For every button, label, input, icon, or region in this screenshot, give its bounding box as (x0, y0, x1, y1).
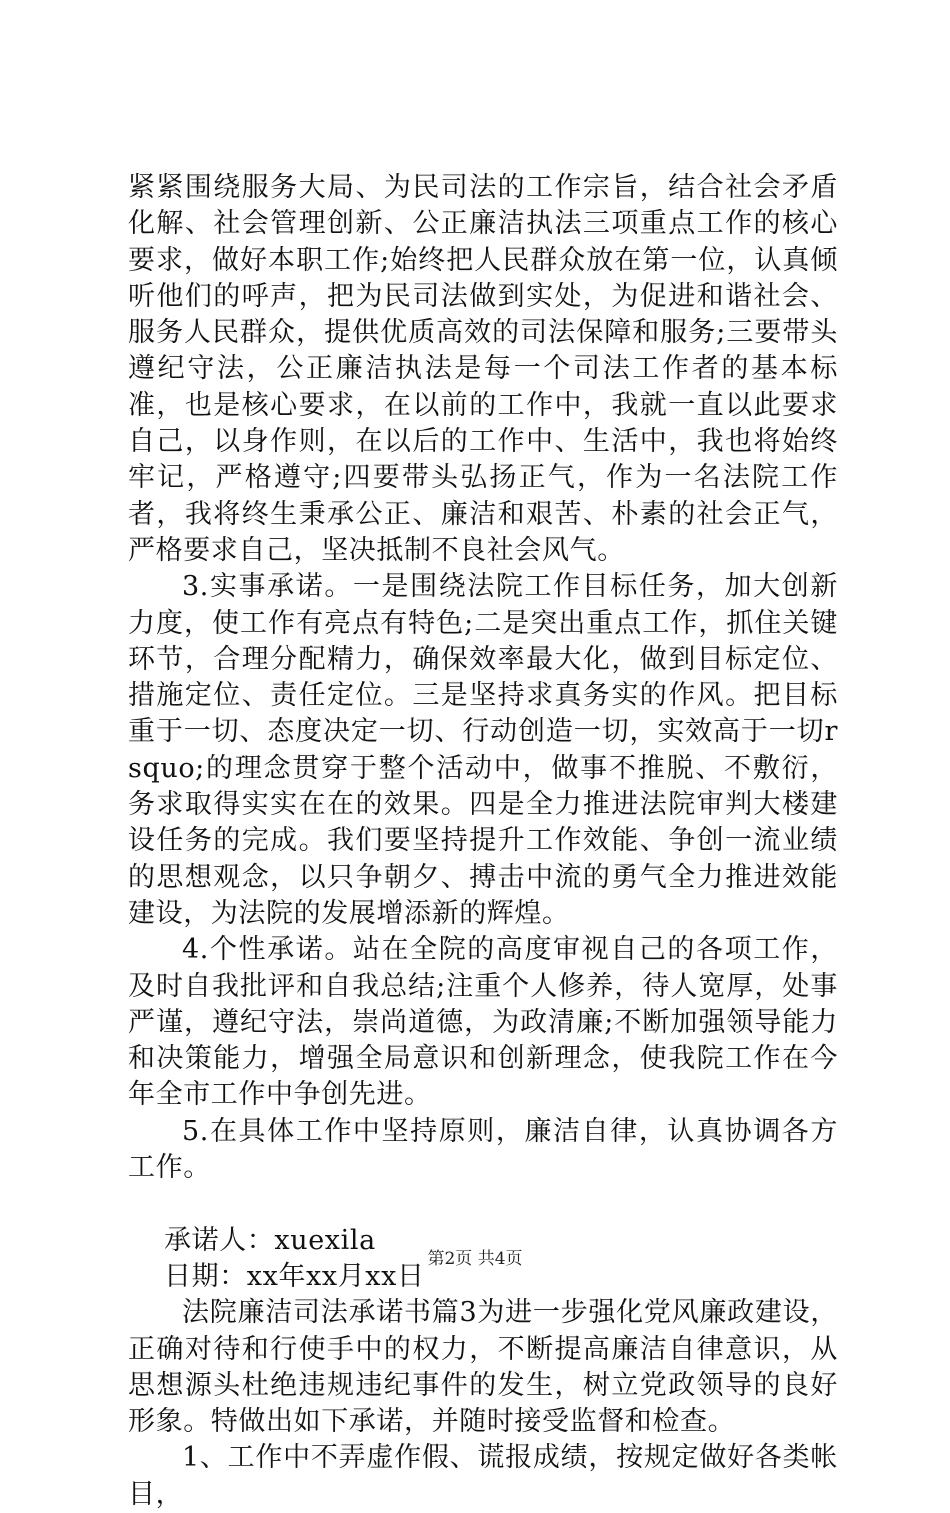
paragraph-practical-commitment: 3.实事承诺。一是围绕法院工作目标任务，加大创新力度，使工作有亮点有特色;二是突出重点工作，抓住关键环节，合理分配精力，确保效率最大化，做到目标定位、措施定位、责任定位。三是坚持求真务实的作风。把目标重于一切、态度决定一切、行动创造一切，实效高于一切rsquo;的理念贯穿于整个活动中，做事不推脱、不敷衍，务求取得实实在在的效果。四是全力推进法院审判大楼建设任务的完成。我们要坚持提升工作效能、争创一流业绩的思想观念，以只争朝夕、搏击中流的勇气全力推进效能建设，为法院的发展增添新的辉煌。 (128, 571, 838, 929)
paragraph-principle-commitment: 5.在具体工作中坚持原则，廉洁自律，认真协调各方工作。 (128, 1115, 838, 1184)
page-footer: 第2页 共4页 (427, 1249, 523, 1269)
paragraph-item-1: 1、工作中不弄虚作假、谎报成绩，按规定做好各类帐目， (128, 1442, 838, 1510)
paragraph-section3-intro: 法院廉洁司法承诺书篇3为进一步强化党风廉政建设，正确对待和行使手中的权力，不断提高廉洁自律意识，从思想源头杜绝违规违纪事件的发生，树立党政领导的良好形象。特做出如下承诺，并随时接受监督和检查。 (128, 1297, 838, 1438)
signer-line: 承诺人：xuexila (164, 1224, 376, 1256)
document-body (128, 170, 838, 1513)
paragraph-personal-commitment: 4.个性承诺。站在全院的高度审视自己的各项工作，及时自我批评和自我总结;注重个人修养，待人宽厚，处事严谨，遵纪守法，崇尚道德，为政清廉;不断加强领导能力和决策能力，增强全局意识和创新理念，使我院工作在今年全市工作中争创先进。 (128, 934, 838, 1111)
paragraph-commitment-continued: 紧紧围绕服务大局、为民司法的工作宗旨，结合社会矛盾化解、社会管理创新、公正廉洁执法三项重点工作的核心要求，做好本职工作;始终把人民群众放在第一位，认真倾听他们的呼声，把为民司法做到实处，为促进和谐社会、服务人民群众，提供优质高效的司法保障和服务;三要带头遵纪守法，公正廉洁执法是每一个司法工作者的基本标准，也是核心要求，在以前的工作中，我就一直以此要求自己，以身作则，在以后的工作中、生活中，我也将始终牢记，严格遵守;四要带头弘扬正气，作为一名法院工作者，我将终生秉承公正、廉洁和艰苦、朴素的社会正气，严格要求自己，坚决抵制不良社会风气。 (128, 172, 838, 566)
spacer (128, 1186, 838, 1222)
date-line: 日期：xx年xx月xx日 (164, 1260, 425, 1292)
